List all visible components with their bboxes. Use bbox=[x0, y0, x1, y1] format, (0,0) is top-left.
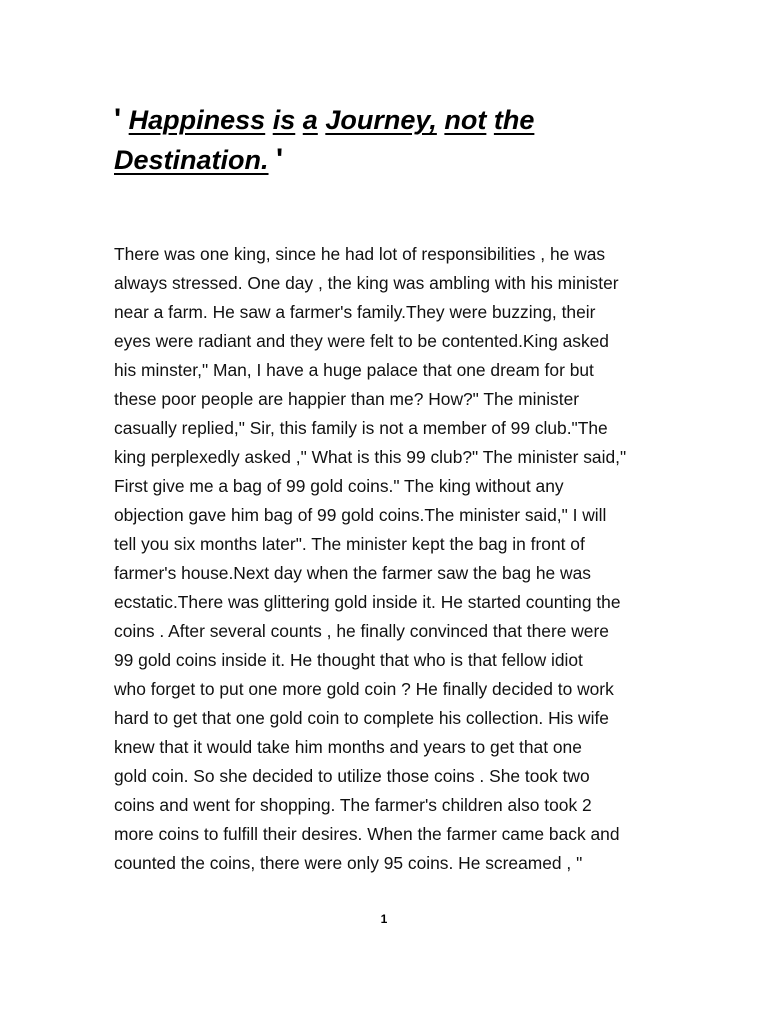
body-line: king perplexedly asked ," What is this 99 club?" The minister said," bbox=[114, 447, 627, 467]
title-open-quote: ' bbox=[114, 103, 122, 136]
body-line: There was one king, since he had lot of responsibilities , he was bbox=[114, 244, 606, 264]
body-line: eyes were radiant and they were felt to be contented.King asked bbox=[114, 331, 609, 351]
body-line: more coins to fulfill their desires. When the farmer came back and bbox=[114, 824, 620, 844]
body-line: First give me a bag of 99 gold coins." The king without any bbox=[114, 476, 564, 496]
title-word: not bbox=[444, 105, 487, 135]
body-line: these poor people are happier than me? How?" The minister bbox=[114, 389, 580, 409]
body-paragraph bbox=[114, 240, 649, 878]
body-line: ecstatic.There was glittering gold inside it. He started counting the bbox=[114, 592, 621, 612]
body-line: objection gave him bag of 99 gold coins.The minister said," I will bbox=[114, 505, 607, 525]
body-line: who forget to put one more gold coin ? He finally decided to work bbox=[114, 679, 614, 699]
body-line: coins and went for shopping. The farmer's children also took 2 bbox=[114, 795, 592, 815]
body-line: knew that it would take him months and years to get that one bbox=[114, 737, 582, 757]
body-line: 99 gold coins inside it. He thought that who is that fellow idiot bbox=[114, 650, 583, 670]
body-line: his minster," Man, I have a huge palace that one dream for but bbox=[114, 360, 594, 380]
title-word: Destination. bbox=[114, 145, 269, 175]
title-word: Happiness bbox=[128, 105, 266, 135]
body-line: farmer's house.Next day when the farmer saw the bag he was bbox=[114, 563, 591, 583]
title-word: Journey, bbox=[325, 105, 437, 135]
title-line-1 bbox=[114, 100, 674, 140]
title-word: the bbox=[493, 105, 535, 135]
body-line: casually replied," Sir, this family is not a member of 99 club."The bbox=[114, 418, 608, 438]
body-line: gold coin. So she decided to utilize those coins . She took two bbox=[114, 766, 590, 786]
body-line: near a farm. He saw a farmer's family.They were buzzing, their bbox=[114, 302, 596, 322]
title-word: a bbox=[302, 105, 318, 135]
body-line: coins . After several counts , he finally convinced that there were bbox=[114, 621, 609, 641]
body-line: hard to get that one gold coin to complete his collection. His wife bbox=[114, 708, 609, 728]
body-line: counted the coins, there were only 95 coins. He screamed , " bbox=[114, 853, 583, 873]
title-close-quote: ' bbox=[276, 143, 284, 176]
page-number: 1 bbox=[380, 912, 388, 926]
title-line-2 bbox=[114, 140, 674, 180]
body-line: always stressed. One day , the king was ambling with his minister bbox=[114, 273, 619, 293]
title-word: is bbox=[272, 105, 296, 135]
document-title bbox=[114, 100, 674, 180]
body-line: tell you six months later". The minister kept the bag in front of bbox=[114, 534, 585, 554]
